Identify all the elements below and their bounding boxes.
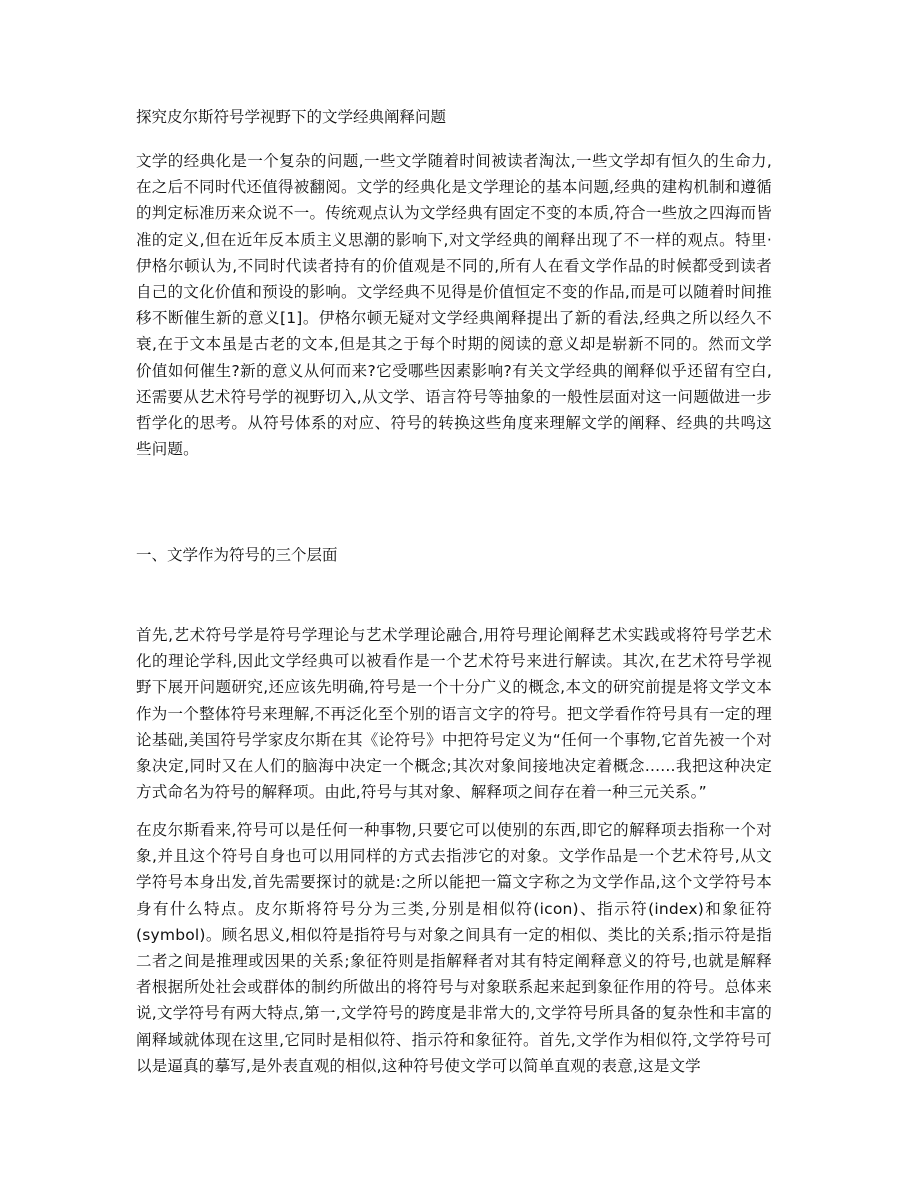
intro-paragraph: 文学的经典化是一个复杂的问题,一些文学随着时间被读者淘汰,一些文学却有恒久的生命力,在之后不同时代还值得被翻阅。文学的经典化是文学理论的基本问题,经典的建构机制和遵循的判定标准历来众说不一。传统观点认为文学经典有固定不变的本质,符合一些放之四海而皆准的定义,但在近年反本质主义思潮的影响下,对文学经典的阐释出现了不一样的观点。特里·伊格尔顿认为,不同时代读者持有的价值观是不同的,所有人在看文学作品的时候都受到读者自己的文化价值和预设的影响。文学经典不见得是价值恒定不变的作品,而是可以随着时间推移不断催生新的意义[1]。伊格尔顿无疑对文学经典阐释提出了新的看法,经典之所以经久不衰,在于文本虽是古老的文本,但是其之于每个时期的阅读的意义却是崭新不同的。然而文学价值如何催生?新的意义从何而来?它受哪些因素影响?有关文学经典的阐释似乎还留有空白,还需要从艺术符号学的视野切入,从文学、语言符号等抽象的一般性层面对这一问题做进一步哲学化的思考。从符号体系的对应、符号的转换这些角度来理解文学的阐释、经典的共鸣这些问题。 — [136, 152, 772, 459]
document-title: 探究皮尔斯符号学视野下的文学经典阐释问题 — [136, 108, 447, 126]
section-paragraph: 在皮尔斯看来,符号可以是任何一种事物,只要它可以使别的东西,即它的解释项去指称一个对象,并且这个符号自身也可以用同样的方式去指涉它的对象。文学作品是一个艺术符号,从文学符号本身出发,首先需要探讨的就是:之所以能把一篇文字称之为文学作品,这个文学符号本身有什么特点。皮尔斯将符号分为三类,分别是相似符(icon)、指示符(index)和象征符(symbol)。顾名思义,相似符是指符号与对象之间具有一定的相似、类比的关系;指示符是指二者之间是推理或因果的关系;象征符则是指解释者对其有特定阐释意义的符号,也就是解释者根据所处社会或群体的制约所做出的将符号与对象联系起来起到象征作用的符号。总体来说,文学符号有两大特点,第一,文学符号的跨度是非常大的,文学符号所具备的复杂性和丰富的阐释域就体现在这里,它同时是相似符、指示符和象征符。首先,文学作为相似符,文学符号可以是逼真的摹写,是外表直观的相似,这种符号使文学可以简单直观的表意,这是文学 — [136, 821, 772, 1075]
section-heading: 一、文学作为符号的三个层面 — [136, 546, 338, 564]
section-paragraph: 首先,艺术符号学是符号学理论与艺术学理论融合,用符号理论阐释艺术实践或将符号学艺术化的理论学科,因此文学经典可以被看作是一个艺术符号来进行解读。其次,在艺术符号学视野下展开问题研究,还应该先明确,符号是一个十分广义的概念,本文的研究前提是将文学文本作为一个整体符号来理解,不再泛化至个别的语言文字的符号。把文学看作符号具有一定的理论基础,美国符号学家皮尔斯在其《论符号》中把符号定义为“任何一个事物,它首先被一个对象决定,同时又在人们的脑海中决定一个概念;其次对象间接地决定着概念......我把这种决定方式命名为符号的解释项。由此,符号与其对象、解释项之间存在着一种三元关系。” — [136, 626, 772, 802]
